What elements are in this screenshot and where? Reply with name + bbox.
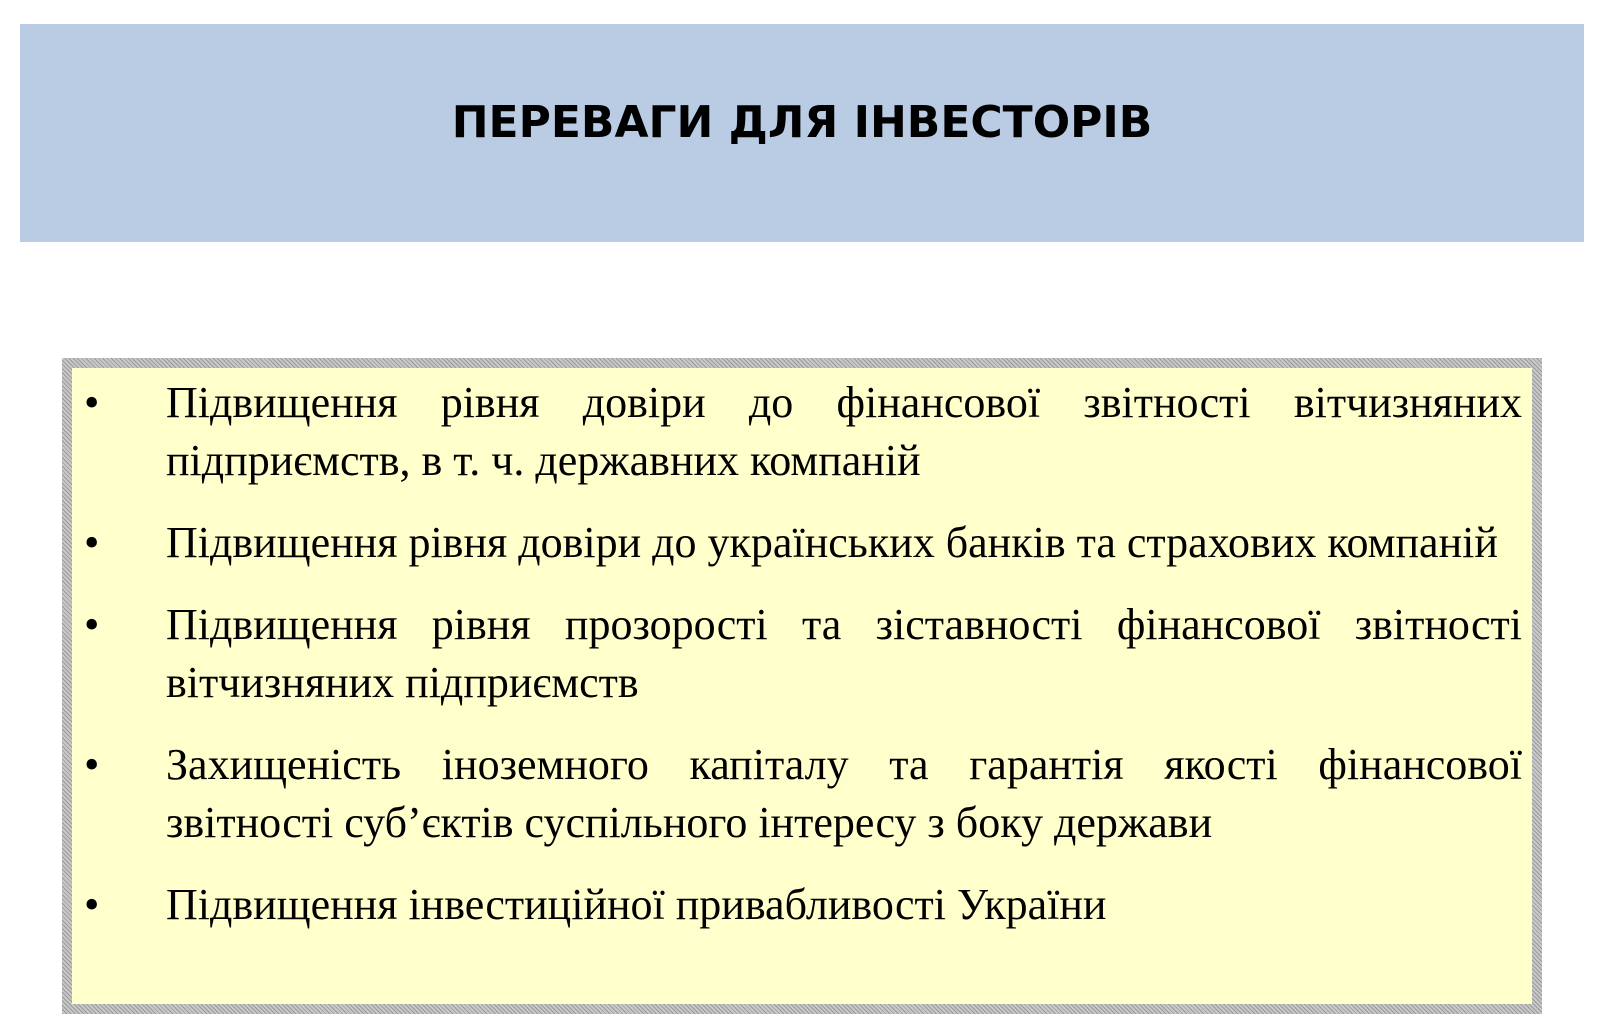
list-item [78,514,1526,572]
bullet-icon: • [84,518,100,567]
list-item-text: Захищеність іноземного капіталу та гарантія якості фінансової звітності суб’єктів суспільного інтересу з боку держави [166,740,1522,847]
content-frame [62,358,1542,1014]
benefits-list [78,374,1526,934]
bullet-icon: • [84,880,100,929]
bullet-icon: • [84,378,100,427]
bullet-icon: • [84,600,100,649]
list-item-text: Підвищення рівня довіри до фінансової звітності вітчизняних підприємств, в т. ч. державних компаній [166,378,1522,485]
list-item [78,596,1526,712]
list-item-text: Підвищення інвестиційної привабливості України [166,880,1107,929]
title-banner [20,24,1584,242]
list-item [78,374,1526,490]
list-item [78,736,1526,852]
content-box [72,368,1532,1004]
list-item-text: Підвищення рівня прозорості та зіставності фінансової звітності вітчизняних підприємств [166,600,1522,707]
list-item-text: Підвищення рівня довіри до українських банків та страхових компаній [166,518,1498,567]
list-item [78,876,1526,934]
slide-title: ПЕРЕВАГИ ДЛЯ ІНВЕСТОРІВ [451,96,1153,148]
bullet-icon: • [84,740,100,789]
